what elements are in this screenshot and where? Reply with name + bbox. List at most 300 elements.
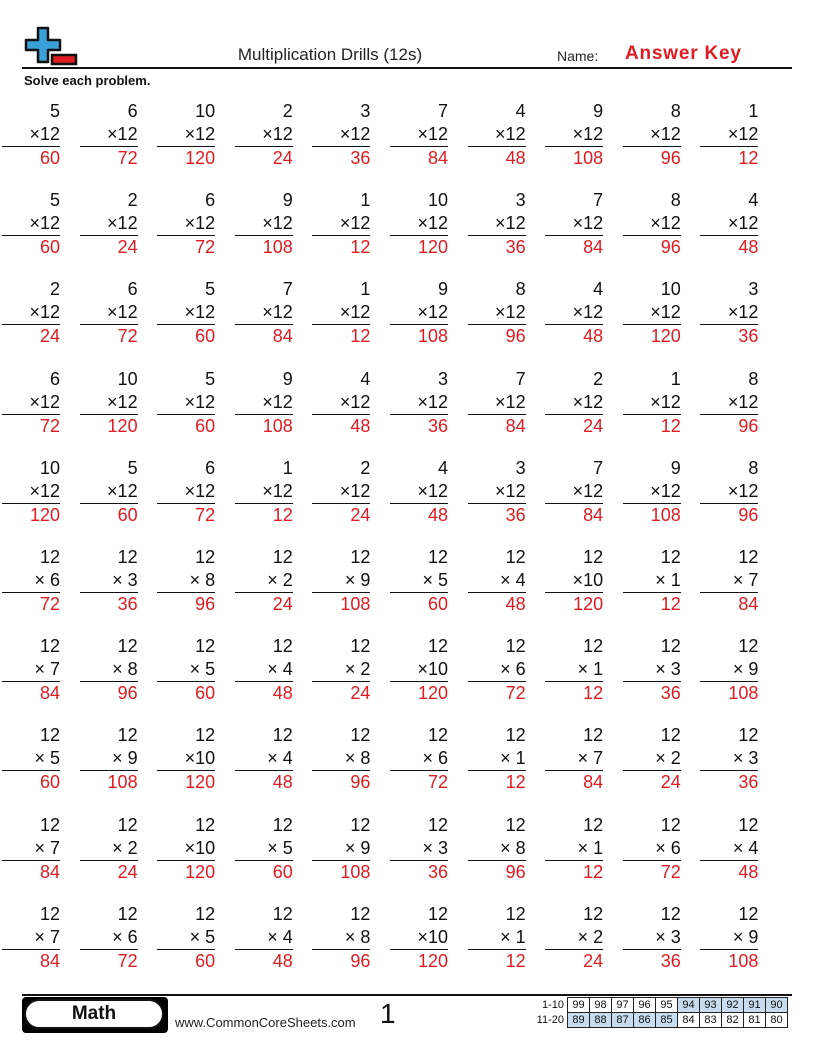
page-number: 1 [380,998,396,1029]
problem [700,189,758,259]
answer: 60 [39,772,60,793]
multiplicand: 12 [195,547,216,567]
problem [390,100,448,170]
problem [390,635,448,705]
score-cell: 88 [590,1013,612,1028]
multiplicand: 12 [272,725,293,746]
multiplicand: 12 [195,903,216,924]
multiplicand: 12 [583,814,604,835]
multiplier: ×12 [468,391,526,415]
answer: 24 [272,594,293,614]
answer: 24 [117,861,138,882]
score-cell: 92 [722,998,744,1013]
multiplier: ×12 [157,123,215,147]
multiplier: × 9 [700,926,758,950]
multiplier: × 5 [235,837,293,861]
multiplicand: 12 [738,636,759,657]
answer: 72 [505,683,526,704]
problem [468,368,526,438]
answer: 24 [117,237,138,258]
problem [545,724,603,794]
multiplicand: 10 [427,190,448,211]
multiplier: ×12 [390,301,448,325]
multiplicand: 4 [360,368,371,389]
multiplier: ×12 [235,301,293,325]
answer: 72 [427,772,448,793]
multiplicand: 12 [738,547,759,567]
problem [623,189,681,259]
multiplicand: 12 [660,814,681,835]
problem [390,814,448,884]
multiplicand: 12 [505,636,526,657]
multiplier: × 7 [2,837,60,861]
multiplier: × 2 [235,569,293,593]
multiplier: ×12 [235,123,293,147]
subject-label: Math [71,1003,117,1024]
problem [157,278,215,348]
score-cell: 91 [744,998,766,1013]
problem [390,189,448,259]
multiplier: ×12 [623,391,681,415]
problem [312,724,370,794]
answer: 120 [573,594,604,614]
multiplier: ×12 [468,123,526,147]
answer: 96 [117,683,138,704]
multiplier: × 1 [545,658,603,682]
multiplier: ×12 [80,301,138,325]
answer: 108 [728,683,759,704]
answer: 96 [505,326,526,347]
multiplicand: 12 [660,725,681,746]
multiplier: ×10 [157,747,215,771]
multiplier: × 6 [2,569,60,593]
answer: 12 [583,861,604,882]
problem [80,100,138,170]
multiplier: × 8 [80,658,138,682]
multiplicand: 12 [350,814,371,835]
multiplier: × 5 [2,747,60,771]
multiplicand: 1 [670,368,681,389]
multiplier: × 5 [157,926,215,950]
score-cell: 82 [722,1013,744,1028]
problem [2,903,60,973]
multiplier: ×12 [2,212,60,236]
multiplicand: 12 [39,814,60,835]
multiplier: × 8 [312,747,370,771]
multiplicand: 2 [49,279,60,300]
multiplier: × 9 [312,837,370,861]
score-cell: 90 [766,998,788,1013]
answer: 24 [272,148,293,168]
answer: 96 [505,861,526,882]
website-text: www.CommonCoreSheets.com [175,1015,356,1030]
problem [700,457,758,527]
answer: 108 [417,326,448,347]
multiplier: ×12 [312,480,370,504]
multiplier: × 4 [235,747,293,771]
multiplier: × 2 [312,658,370,682]
multiplicand: 12 [117,547,138,567]
answer: 12 [738,148,759,168]
answer: 12 [660,415,681,436]
multiplicand: 10 [39,457,60,478]
multiplicand: 3 [360,101,371,121]
answer: 36 [427,415,448,436]
multiplicand: 10 [195,101,216,121]
answer: 84 [583,772,604,793]
multiplier: × 7 [2,658,60,682]
instructions: Solve each problem. [24,73,151,88]
multiplier: × 3 [623,926,681,950]
multiplier: × 4 [235,658,293,682]
answer: 48 [738,237,759,258]
answer: 96 [350,950,371,971]
multiplier: ×12 [312,391,370,415]
answer: 84 [583,237,604,258]
multiplicand: 1 [360,279,371,300]
multiplier: × 9 [700,658,758,682]
multiplicand: 10 [660,279,681,300]
multiplier: ×12 [2,123,60,147]
problem [235,724,293,794]
multiplier: × 1 [468,747,526,771]
problem [468,457,526,527]
problem [235,278,293,348]
multiplicand: 6 [49,368,60,389]
problem [623,903,681,973]
multiplicand: 12 [350,903,371,924]
problem [157,100,215,170]
answer: 72 [117,326,138,347]
multiplier: × 7 [2,926,60,950]
multiplier: ×12 [390,123,448,147]
multiplier: × 5 [390,569,448,593]
multiplicand: 1 [360,190,371,211]
score-cell: 99 [568,998,590,1013]
answer: 60 [195,950,216,971]
answer: 24 [350,504,371,525]
answer: 60 [39,237,60,258]
problem [312,903,370,973]
multiplier: ×10 [545,569,603,593]
answer: 60 [39,148,60,168]
multiplicand: 12 [427,636,448,657]
answer: 84 [427,148,448,168]
multiplicand: 12 [272,903,293,924]
problem [545,457,603,527]
multiplier: ×12 [390,391,448,415]
answer: 84 [39,683,60,704]
multiplier: ×12 [468,301,526,325]
multiplicand: 2 [360,457,371,478]
problem [545,189,603,259]
answer: 72 [195,237,216,258]
problem [700,724,758,794]
multiplier: × 6 [623,837,681,861]
multiplier: × 4 [235,926,293,950]
multiplier: × 6 [390,747,448,771]
answer: 12 [350,237,371,258]
multiplier: ×12 [2,301,60,325]
multiplier: × 3 [390,837,448,861]
answer: 36 [738,326,759,347]
multiplier: × 3 [80,569,138,593]
multiplicand: 9 [282,190,293,211]
problem [390,546,448,616]
score-row-label: 1-10 [541,999,564,1011]
problem [157,814,215,884]
problem [80,724,138,794]
score-row-label: 11-20 [536,1014,564,1026]
multiplier: ×12 [312,301,370,325]
multiplicand: 12 [427,903,448,924]
answer: 36 [505,504,526,525]
problem [545,368,603,438]
multiplier: × 4 [468,569,526,593]
answer: 120 [185,772,216,793]
multiplicand: 12 [39,725,60,746]
multiplier: ×12 [623,301,681,325]
answer: 120 [107,415,138,436]
multiplicand: 12 [39,547,60,567]
answer: 24 [350,683,371,704]
problem [235,368,293,438]
page-title: Multiplication Drills (12s) [237,45,423,64]
multiplicand: 12 [195,725,216,746]
answer: 120 [29,504,60,525]
answer: 36 [350,148,371,168]
answer: 24 [39,326,60,347]
multiplier: ×12 [235,212,293,236]
problem [390,278,448,348]
multiplicand: 6 [127,101,138,121]
score-cell: 85 [656,1013,678,1028]
multiplier: × 8 [468,837,526,861]
multiplier: ×12 [468,480,526,504]
answer: 48 [350,415,371,436]
multiplicand: 12 [505,725,526,746]
problem [700,278,758,348]
answer: 120 [185,148,216,168]
multiplicand: 9 [437,279,448,300]
answer: 48 [272,950,293,971]
multiplicand: 12 [350,547,371,567]
score-row [528,998,788,1013]
problem [545,814,603,884]
answer: 60 [195,326,216,347]
score-cell: 97 [612,998,634,1013]
problem [700,903,758,973]
subject-badge [24,999,164,1029]
multiplicand: 12 [427,725,448,746]
multiplicand: 8 [670,101,681,121]
answer: 72 [39,415,60,436]
multiplier: × 3 [623,658,681,682]
multiplicand: 4 [437,457,448,478]
problem [623,368,681,438]
multiplier: ×12 [623,123,681,147]
multiplicand: 4 [515,101,526,121]
multiplier: ×12 [2,480,60,504]
multiplier: × 1 [468,926,526,950]
score-row [528,1013,788,1028]
problem [390,903,448,973]
multiplier: × 6 [468,658,526,682]
score-table [528,997,788,1028]
multiplicand: 3 [437,368,448,389]
multiplicand: 12 [117,636,138,657]
multiplicand: 2 [593,368,604,389]
answer: 84 [39,861,60,882]
answer: 72 [117,950,138,971]
answer: 120 [417,950,448,971]
multiplicand: 12 [738,903,759,924]
multiplicand: 6 [127,279,138,300]
multiplicand: 4 [593,279,604,300]
answer: 108 [728,950,759,971]
score-cell: 80 [766,1013,788,1028]
problem [390,724,448,794]
problem [390,368,448,438]
problem [2,368,60,438]
multiplicand: 5 [49,190,60,211]
score-cell: 87 [612,1013,634,1028]
multiplier: ×12 [623,480,681,504]
multiplier: × 3 [700,747,758,771]
problem [623,457,681,527]
score-cell: 98 [590,998,612,1013]
problem [235,546,293,616]
score-cell: 81 [744,1013,766,1028]
multiplicand: 12 [117,725,138,746]
multiplicand: 7 [515,368,526,389]
multiplicand: 3 [515,457,526,478]
answer: 12 [350,326,371,347]
problem [545,278,603,348]
answer: 12 [505,950,526,971]
problem [312,189,370,259]
multiplicand: 9 [282,368,293,389]
multiplier: ×10 [157,837,215,861]
multiplier: ×12 [623,212,681,236]
multiplier: ×12 [700,391,758,415]
answer: 36 [660,683,681,704]
problem [2,724,60,794]
problem [545,546,603,616]
multiplicand: 7 [593,190,604,211]
multiplicand: 12 [117,903,138,924]
multiplier: × 2 [80,837,138,861]
problem [2,278,60,348]
answer: 36 [427,861,448,882]
multiplier: ×12 [2,391,60,415]
multiplicand: 12 [660,636,681,657]
multiplicand: 12 [272,814,293,835]
multiplicand: 12 [660,903,681,924]
answer: 48 [505,148,526,168]
problem [157,457,215,527]
answer: 36 [660,950,681,971]
multiplier: ×12 [235,480,293,504]
answer: 84 [505,415,526,436]
problem [468,814,526,884]
multiplier: ×12 [80,212,138,236]
problem [623,546,681,616]
multiplier: ×12 [545,212,603,236]
answer: 60 [427,594,448,614]
multiplicand: 6 [205,457,216,478]
multiplicand: 12 [350,636,371,657]
multiplicand: 9 [593,101,604,121]
multiplier: ×12 [80,391,138,415]
answer: 12 [583,683,604,704]
answer: 12 [272,504,293,525]
answer: 24 [583,950,604,971]
multiplicand: 9 [670,457,681,478]
problem [623,724,681,794]
answer: 60 [195,683,216,704]
problem [80,457,138,527]
answer: 108 [340,861,371,882]
problem [2,457,60,527]
multiplicand: 12 [738,814,759,835]
problem [312,546,370,616]
multiplier: ×12 [700,480,758,504]
multiplier: × 6 [80,926,138,950]
problem [700,100,758,170]
multiplicand: 12 [738,725,759,746]
multiplicand: 12 [505,814,526,835]
multiplicand: 10 [117,368,138,389]
multiplier: ×12 [545,391,603,415]
problem [312,457,370,527]
problem [623,278,681,348]
score-cell: 83 [700,1013,722,1028]
problem [312,368,370,438]
problem [312,635,370,705]
multiplicand: 12 [505,547,526,567]
answer: 108 [340,594,371,614]
answer: 48 [738,861,759,882]
multiplier: × 7 [545,747,603,771]
score-cell: 89 [568,1013,590,1028]
problem [80,278,138,348]
multiplier: ×12 [312,212,370,236]
multiplier: ×10 [390,926,448,950]
multiplicand: 3 [515,190,526,211]
multiplier: × 1 [623,569,681,593]
problem [235,635,293,705]
problem [468,724,526,794]
problem [623,100,681,170]
multiplier: ×12 [390,480,448,504]
problem [157,903,215,973]
multiplier: ×12 [157,480,215,504]
score-cell: 93 [700,998,722,1013]
multiplier: ×12 [80,480,138,504]
answer: 84 [272,326,293,347]
problem [545,903,603,973]
multiplicand: 12 [350,725,371,746]
problem [545,635,603,705]
multiplicand: 12 [272,636,293,657]
problem [623,635,681,705]
answer-key-label: Answer Key [625,43,742,64]
answer: 36 [738,772,759,793]
score-cell: 96 [634,998,656,1013]
answer: 48 [427,504,448,525]
answer: 12 [505,772,526,793]
